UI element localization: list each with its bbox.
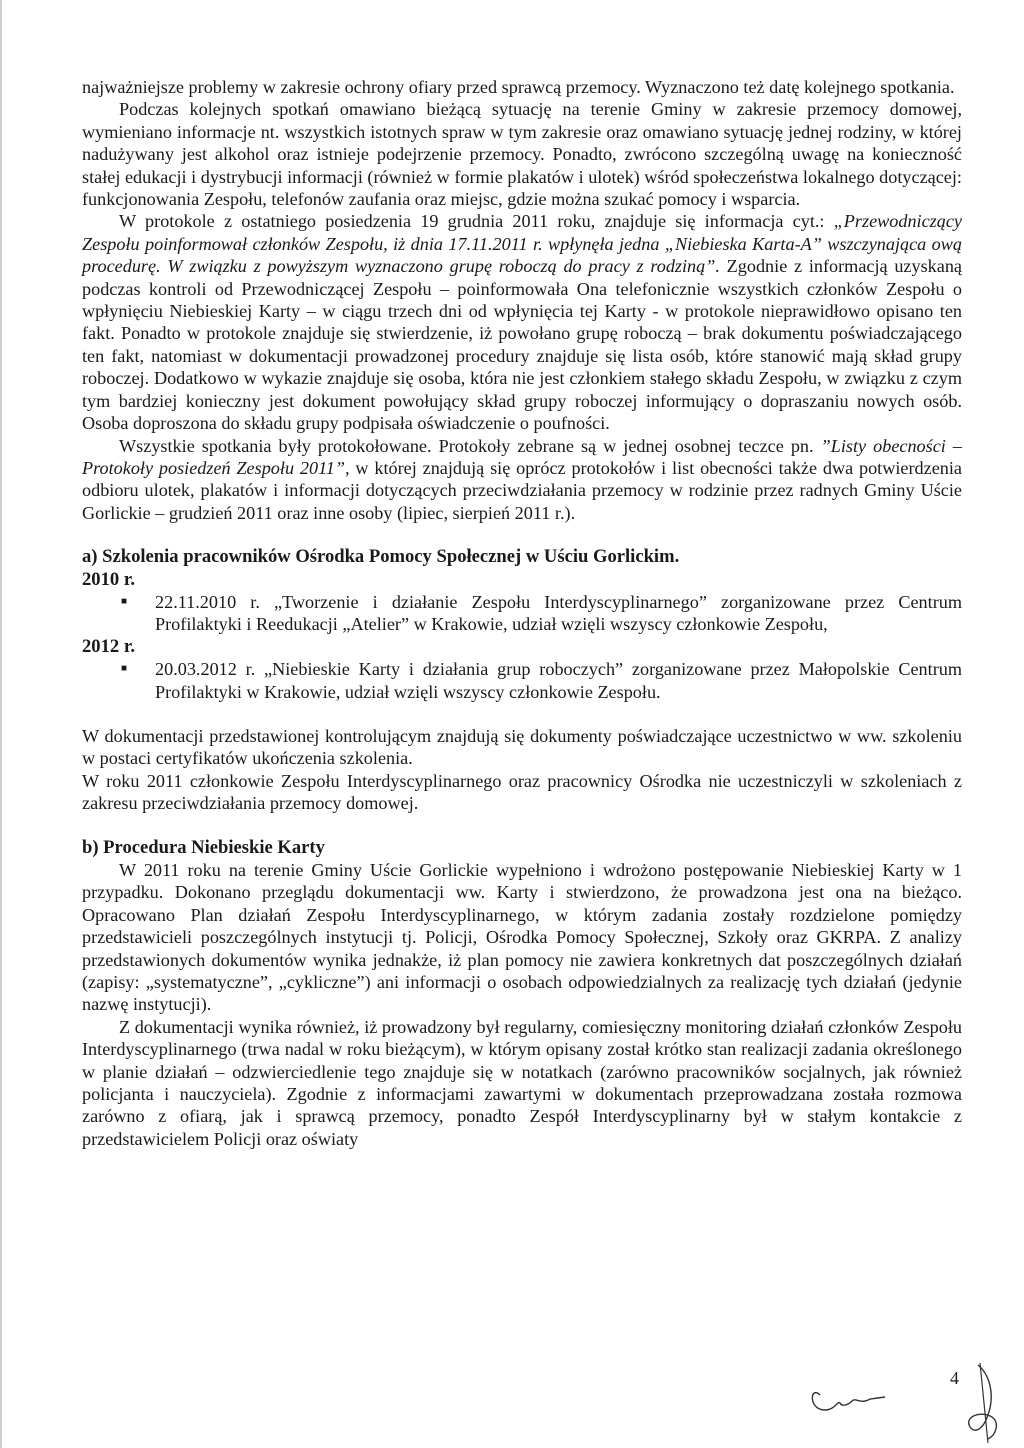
paragraph: Z dokumentacji wynika również, iż prowadzony był regularny, comiesięczny monitoring działań członków Zespołu Interdyscyplinarnego (trwa nadal w roku bieżącym), w którym opisany został krótko stan realizacji zadania określonego w planie działań – odzwierciedlenie tego znajduje się w notatkach (zarówno pracowników socjalnych, jak również policjanta i nauczyciela). Zgodnie z informacjami zawartymi w dokumentach przeprowadzana została rozmowa zarówno z ofiarą, jak i sprawcą przemocy, ponadto Zespół Interdyscyplinarny był w stałym kontakcie z przedstawicielem Policji oraz oświaty — [82, 1016, 962, 1149]
bullet-icon: ■ — [121, 595, 128, 607]
paragraph: W roku 2011 członkowie Zespołu Interdyscyplinarnego oraz pracownicy Ośrodka nie uczestniczyli w szkoleniach z zakresu przeciwdziałania przemocy domowej. — [82, 770, 962, 814]
spacer — [82, 524, 962, 546]
section-b-heading: b) Procedura Niebieskie Karty — [82, 836, 325, 858]
list-item — [121, 658, 962, 703]
document-body — [82, 76, 962, 1150]
handwritten-signature — [800, 1355, 1010, 1445]
spacer — [82, 703, 962, 725]
spacer — [82, 815, 962, 837]
list-item — [121, 591, 962, 636]
scan-edge — [0, 0, 2, 1448]
protocol-quote: „Przewodniczący Zespołu poinformował członków Zespołu, iż dnia 17.11.2011 r. wpłynęła jedna „Niebieska Karta-A” wszczynająca ową procedurę. W związku z powyższym wyznaczono grupę roboczą do pracy z rodziną”. — [82, 211, 962, 277]
bullet-icon: ■ — [121, 663, 128, 675]
training-list-2012 — [82, 658, 962, 703]
paragraph: najważniejsze problemy w zakresie ochrony ofiary przed sprawcą przemocy. Wyznaczono też datę kolejnego spotkania. — [82, 77, 955, 97]
list-item-text: 22.11.2010 r. „Tworzenie i działanie Zespołu Interdyscyplinarnego” zorganizowane przez Centrum Profilaktyki i Reedukacji „Atelier” w Krakowie, udział wzięli wszyscy członkowie Zespołu, — [155, 591, 962, 635]
section-a-heading: a) Szkolenia pracowników Ośrodka Pomocy Społecznej w Uściu Gorlickim. — [82, 546, 680, 568]
meetings-paragraph — [82, 435, 962, 525]
meetings-rest: w której znajdują się oprócz protokołów i list obecności także dwa potwierdzenia odbioru ulotek, plakatów i informacji dotyczących przeciwdziałania przemocy w rodzinie przez radnych Gminy Uście Gorlickie – grudzień 2011 oraz inne osoby (lipiec, sierpień 2011 r.). — [82, 457, 963, 523]
protocol-paragraph — [82, 210, 962, 434]
folder-title: ”Listy obecności – Protokoły posiedzeń Zespołu 2011”, — [82, 435, 962, 478]
protocol-lead: W protokole z ostatniego posiedzenia 19 grudnia 2011 roku, znajduje się informacja cyt.: — [119, 211, 834, 232]
paragraph: W 2011 roku na terenie Gminy Uście Gorlickie wypełniono i wdrożono postępowanie Niebieskiej Karty w 1 przypadku. Dokonano przeglądu dokumentacji ww. Karty i stwierdzono, że prowadzona jest ona na bieżąco. Opracowano Plan działań Zespołu Interdyscyplinarnego, w którym zadania zostały rozdzielone pomiędzy przedstawicieli poszczególnych instytucji tj. Policji, Ośrodka Pomocy Społecznej, Szkoły oraz GKRPA. Z analizy przedstawionych dokumentów wynika jednakże, iż plan pomocy nie zawiera konkretnych dat poszczególnych działań (zapisy: „systematyczne”, „cykliczne”) ani informacji o osobach odpowiedzialnych za realizację tych działań (jedynie nazwę instytucji). — [82, 860, 962, 1015]
training-list-2010 — [82, 591, 962, 636]
meetings-lead: Wszystkie spotkania były protokołowane. Protokoły zebrane są w jednej osobnej teczce pn. — [119, 435, 821, 456]
paragraph: Podczas kolejnych spotkań omawiano bieżącą sytuację na terenie Gminy w zakresie przemocy domowej, wymieniano informacje nt. wszystkich istotnych spraw w tym zakresie oraz omawiano sytuację jednej rodziny, w której nadużywany jest alkohol oraz istnieje podejrzenie przemocy. Ponadto, zwrócono szczególną uwagę na konieczność stałej edukacji i dystrybucji informacji (również w formie plakatów i ulotek) wśród społeczeństwa lokalnego dotyczącej: funkcjonowania Zespołu, telefonów zaufania oraz miejsc, gdzie można szukać pomocy i wsparcia. — [82, 99, 962, 210]
year-label: 2012 r. — [82, 635, 136, 657]
protocol-rest: Zgodnie z informacją uzyskaną podczas kontroli od Przewodniczącej Zespołu – poinformowała Ona telefonicznie wszystkich członków Zespołu o wpłynięciu Niebieskiej Karty – w ciągu trzech dni od wpłynięcia tej Karty - w protokole nieprawidłowo opisano ten fakt. Ponadto w protokole znajduje się stwierdzenie, iż powołano grupę roboczą – brak dokumentu poświadczającego ten fakt, natomiast w dokumentacji prowadzonej procedury znajduje się lista osób, które stanowić mają skład grupy roboczej. Dodatkowo w wykazie znajduje się osoba, która nie jest członkiem stałego składu Zespołu, w związku z czym tym bardziej konieczny jest dokument powołujący skład grupy roboczej informujący o dopraszaniu nowych osób. Osoba doproszona do składu grupy podpisała oświadczenie o poufności. — [82, 256, 963, 434]
page-number: 4 — [950, 1368, 959, 1388]
year-label: 2010 r. — [82, 568, 136, 590]
list-item-text: 20.03.2012 r. „Niebieskie Karty i działania grup roboczych” zorganizowane przez Małopolskie Centrum Profilaktyki w Krakowie, udział wzięli wszyscy członkowie Zespołu. — [155, 659, 962, 702]
paragraph: W dokumentacji przedstawionej kontrolującym znajdują się dokumenty poświadczające uczestnictwo w ww. szkoleniu w postaci certyfikatów ukończenia szkolenia. — [82, 725, 962, 769]
